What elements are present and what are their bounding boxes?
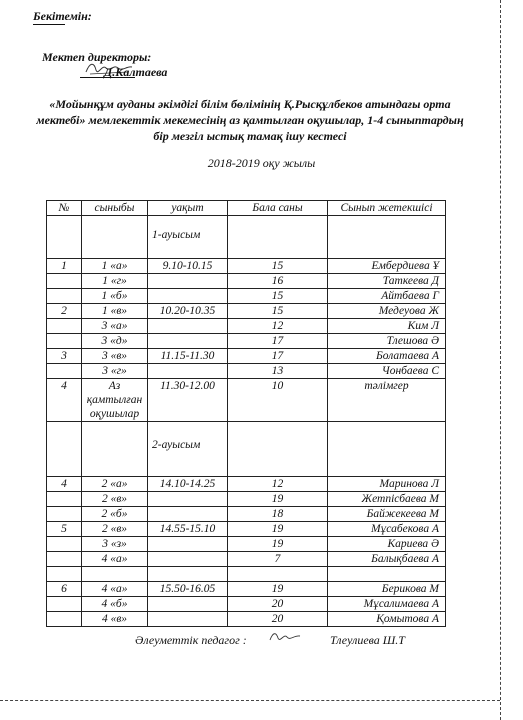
academic-year: 2018-2019 оқу жылы [207, 156, 316, 170]
title-line-3: бір мезгіл ыстық тамақ ішу кестесі [153, 129, 347, 143]
table-row: 4 2 «а» 14.10-14.25 12 Маринова Л [47, 477, 446, 492]
schedule-table [46, 200, 446, 627]
shift-2-label: 2-ауысым [148, 422, 228, 477]
table-header-row [47, 201, 446, 216]
header-teacher: Сынып жетекшісі [328, 201, 446, 216]
table-row: 1 1 «а» 9.10-10.15 15 Ембердиева Ұ [47, 259, 446, 274]
table-row: 4 «а» 7 Балықбаева А [47, 552, 446, 567]
table-row: 1 «б» 15 Айтбаева Г [47, 289, 446, 304]
table-row: 6 4 «а» 15.50-16.05 19 Берикова М [47, 582, 446, 597]
table-row: 2 «в» 19 Жетпісбаева М [47, 492, 446, 507]
table-row: 3 3 «в» 11.15-11.30 17 Болатаева А [47, 349, 446, 364]
shift-1-label: 1-ауысым [148, 216, 228, 259]
approve-label: Бекітемін: [33, 9, 92, 23]
header-no: № [47, 201, 82, 216]
table-row: 4 «б» 20 Мұсалимаева А [47, 597, 446, 612]
header-time: уақыт [148, 201, 228, 216]
table-row: 5 2 «в» 14.55-15.10 19 Мұсабекова А [47, 522, 446, 537]
shift-row [47, 422, 446, 477]
table-row: 3 «а» 12 Ким Л [47, 319, 446, 334]
table-row: 2 «б» 18 Байжекеева М [47, 507, 446, 522]
table-row: 4 Аз қамтылған оқушылар 11.30-12.00 10 тәлімгер [47, 379, 446, 422]
social-pedagogue-name: Тлеулиева Ш.Т [330, 633, 405, 647]
title-line-2: мектебі» мемлекеттік мекемесінің аз қамтылған оқушылар, 1-4 сыныптардың [36, 113, 464, 127]
pedagogue-signature [268, 628, 302, 646]
table-row: 3 «г» 13 Чонбаева С [47, 364, 446, 379]
shift-row [47, 216, 446, 259]
table-row: 2 1 «в» 10.20-10.35 15 Медеуова Ж [47, 304, 446, 319]
empty-row [47, 567, 446, 582]
table-row: 4 «в» 20 Қомытова А [47, 612, 446, 627]
table-row: 1 «г» 16 Таткеева Д [47, 274, 446, 289]
table-row: 3 «д» 17 Тлешова Ә [47, 334, 446, 349]
cut-border-bottom [0, 700, 500, 701]
header-class: сыныбы [82, 201, 148, 216]
director-title: Мектеп директоры: [42, 50, 152, 64]
director-name: Д.Калтаева [104, 65, 168, 79]
social-pedagogue-label: Әлеуметтік педагог : [135, 633, 247, 647]
header-count: Бала саны [228, 201, 328, 216]
cut-border-right [500, 0, 501, 720]
title-line-1: «Мойынқұм ауданы әкімдігі білім бөлімінің Қ.Рысқұлбеков атындағы орта [49, 97, 451, 111]
document-title [30, 96, 470, 144]
approve-underline [33, 24, 65, 25]
table-row: 3 «з» 19 Кариева Ә [47, 537, 446, 552]
